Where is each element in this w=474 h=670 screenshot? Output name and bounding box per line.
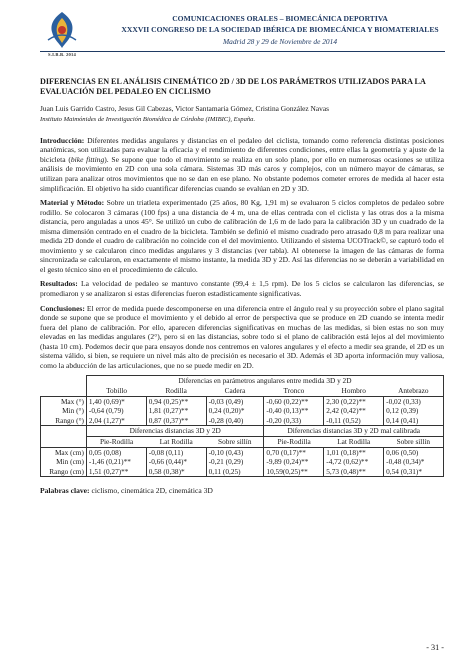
angles-col-header: Cadera: [206, 386, 264, 396]
table-cell: -0,28 (0,40): [206, 416, 264, 426]
table-cell: -0,66 (0,44)*: [146, 457, 206, 467]
intro-paragraph: [40, 136, 444, 193]
keywords-heading: Palabras clave:: [40, 486, 90, 496]
table-cell: 0,70 (0,17)**: [264, 447, 324, 457]
table-cell: 0,05 (0,08): [86, 447, 146, 457]
article-institution: Instituto Maimónides de Investigación Biomédica de Córdoba (IMIBIC), España.: [40, 115, 256, 123]
table-cell: -1,46 (0,21)**: [86, 457, 146, 467]
angles-col-header: Tronco: [264, 386, 324, 396]
angles-col-header: Hombro: [324, 386, 384, 396]
table-cell: 2,30 (0,22)**: [324, 396, 384, 406]
angles-col-header: Rodilla: [146, 386, 206, 396]
distances-column-header-row: [41, 436, 444, 447]
congress-logo-icon: [44, 10, 80, 50]
method-heading: Material y Método:: [40, 198, 105, 208]
dist-col-header: Sobre sillín: [384, 436, 444, 447]
table-cell: 0,87 (0,37)**: [146, 416, 206, 426]
angles-column-header-row: [41, 386, 444, 396]
header-rule: [40, 51, 445, 52]
row-label: Min (°): [41, 406, 87, 416]
header-line-1: COMUNICACIONES ORALES – BIOMECÁNICA DEPORTIVA: [172, 14, 388, 23]
table-cell: -0,03 (0,49): [206, 396, 264, 406]
table-cell: 2,42 (0,42)**: [324, 406, 384, 416]
distances-group-header: Diferencias distancias 3D y 2D: [86, 426, 264, 437]
table-cell: 1,51 (0,27)**: [86, 467, 146, 477]
row-label: Max (cm): [41, 447, 87, 457]
table-row: [41, 416, 444, 426]
table-cell: -0,64 (0,79): [86, 406, 146, 416]
row-label: Rango (cm): [41, 467, 87, 477]
table-cell: 1,81 (0,27)**: [146, 406, 206, 416]
angles-group-header: Diferencias en parámetros angulares entre medida 3D y 2D: [86, 376, 443, 386]
intro-heading: Introducción:: [40, 135, 85, 145]
table-cell: 0,54 (0,31)*: [384, 467, 444, 477]
table-cell: 2,04 (1,27)*: [86, 416, 146, 426]
intro-emphasis: bike fitting: [70, 154, 105, 164]
table-cell: -0,21 (0,29): [206, 457, 264, 467]
table-cell: -0,08 (0,11): [146, 447, 206, 457]
conclusions-paragraph: [40, 304, 444, 371]
table-cell: -4,72 (0,62)**: [324, 457, 384, 467]
angles-col-header: Antebrazo: [384, 386, 444, 396]
table-cell: 5,73 (0,48)**: [324, 467, 384, 477]
table-cell: 1,40 (0,69)*: [86, 396, 146, 406]
conclusions-heading: Conclusiones:: [40, 303, 85, 313]
method-paragraph: [40, 198, 444, 274]
table-row: [41, 396, 444, 406]
conclusions-text: El error de medida puede descomponerse en una diferencia entre el ángulo real y su proyección sobre el plano sagital donde se supone que se produce el movimiento y el debido al error de perspectiva que se produce en 2D cuando se intenta medir fuera del plano de calibración. Por ello, aparecen diferencias significativas en muchas de las medidas, si bien estas no son muy elevadas en las medidas angulares (2°), pero si en las distancias, sobre todo si el plano de calibración está lejos al del movimiento (hasta 10 cm). Podemos decir que para ensayos donde nos centremos en valores angulares y el efecto a medir sea grande, el 2D es un sistema válido, si bien, se requiere un nivel más alto de precisión es necesario el 3D. Además el 3D aporta información muy valiosa, como la abducción de las articulaciones, que no se puede medir en 2D.: [40, 303, 444, 370]
article-authors: Juan Luis Garrido Castro, Jesus Gil Cabezas, Victor Santamaria Gómez, Cristina González Navas: [40, 103, 330, 113]
table-cell: 10,59(0,25)**: [264, 467, 324, 477]
table-cell: -0,60 (0,22)**: [264, 396, 324, 406]
dist-col-header: Pie-Rodilla: [86, 436, 146, 447]
table-cell: -0,11 (0,52): [324, 416, 384, 426]
table-cell: 0,14 (0,41): [384, 416, 444, 426]
table-cell: -0,40 (0,13)**: [264, 406, 324, 416]
table-cell: -9,89 (0,24)**: [264, 457, 324, 467]
table-cell: 0,94 (0,25)**: [146, 396, 206, 406]
table-cell: 0,58 (0,38)*: [146, 467, 206, 477]
table-cell: -0,20 (0,33): [264, 416, 324, 426]
results-table: [40, 375, 444, 477]
article-body: [40, 77, 444, 495]
table-cell: 1,01 (0,18)**: [324, 447, 384, 457]
row-label: Max (°): [41, 396, 87, 406]
results-text: La velocidad de pedaleo se mantuvo constante (99,4 ± 1,5 rpm). De los 5 ciclos se calcularon las diferencias, se promediaron y se analizaron si estas diferencias fueron estadísticamente significativas.: [40, 279, 444, 299]
header-date: Madrid 28 y 29 de Noviembre de 2014: [222, 37, 338, 46]
dist-col-header: Sobre sillín: [206, 436, 264, 447]
table-cell: 0,24 (0,20)*: [206, 406, 264, 416]
article-title: DIFERENCIAS EN EL ANÁLISIS CINEMÁTICO 2D / 3D DE LOS PARÁMETROS UTILIZADOS PARA LA EVALUACIÓN DEL PEDALEO EN CICLISMO: [40, 77, 426, 97]
row-label: Rango (°): [41, 416, 87, 426]
dist-col-header: Lat Rodilla: [146, 436, 206, 447]
intro-text-1: Diferentes medidas angulares y distancias en el pedaleo del ciclista, tomando como referencia distintas posiciones anatómicas, son utilizadas para evaluar la eficacia y el rendimiento de diferentes condiciones, entre ellas la geometría y ajuste de la bicicleta (: [40, 135, 444, 164]
logo-caption: S.I.B.B. 2014: [47, 52, 76, 57]
dist-col-header: Pie-Rodilla: [264, 436, 324, 447]
header-line-2: XXXVII CONGRESO DE LA SOCIEDAD IBÉRICA DE BIOMECÁNICA Y BIOMATERIALES: [121, 25, 439, 34]
dist-col-header: Lat Rodilla: [324, 436, 384, 447]
table-cell: 0,11 (0,25): [206, 467, 264, 477]
table-cell: -0,02 (0,33): [384, 396, 444, 406]
keywords: [40, 486, 444, 495]
table-row: [41, 447, 444, 457]
table-row: [41, 457, 444, 467]
page-number: - 31 -: [426, 643, 444, 652]
table-cell: -0,48 (0,34)*: [384, 457, 444, 467]
method-text: Sobre un triatleta experimentado (25 años, 80 Kg, 1,91 m) se evaluaron 5 ciclos completos de pedaleo sobre rodillo. Se colocaron 3 cámaras (100 fps) a una distancia de 4 m, una de ellas centrada con el ciclista y las otras dos a la misma distancia, pero anguladas a unos 45°. Se utilizó un cubo de calibración de 1,6 m de lado para la calibración 3D y un cuadrado de la misma dimensión centrado en el cuadro de la bicicleta. También se definió el mismo cuadrado pero atrasado 0,8 m para realizar una medida 2D donde el cuadro de calibración no coincide con el del movimiento. Utilizando el sistema UCOTrack©, se capturó todo el movimiento y se calcularon cinco medidas angulares y 3 distancias (ver tabla). Al obtenerse la imagen de las cámaras de forma sincronizada se calcularon, en exactamente el mismo instante, la medida 3D y 2D. Así las diferencias no se deberán a variabilidad en el gesto técnico sino en el procedimiento de cálculo.: [40, 198, 444, 274]
row-label: Min (cm): [41, 457, 87, 467]
table-cell: -0,10 (0,43): [206, 447, 264, 457]
table-row: [41, 467, 444, 477]
table-row: [41, 406, 444, 416]
intro-text-2: ). Se supone que todo el movimiento se realiza en un solo plano, por ello en numerosas ocasiones se utiliza análisis de movimiento en 2D con una sola cámara. Sistemas 3D más caros y complejos, con un número mayor de cámaras, se utilizan para analizar otros movimientos que no se dan en ese plano. No obstante podemos cometer errores de medida al hacer esta simplificación. El objetivo ha sido cuantificar diferencias cuando se evalúan en 2D y 3D.: [40, 154, 444, 193]
keywords-text: ciclismo, cinemática 2D, cinemática 3D: [89, 486, 213, 496]
results-paragraph: [40, 279, 444, 298]
distances-miscal-group-header: Diferencias distancias 3D y 2D mal calibrada: [264, 426, 444, 437]
results-heading: Resultados:: [40, 279, 78, 289]
table-cell: 0,06 (0,50): [384, 447, 444, 457]
table-cell: 0,12 (0,39): [384, 406, 444, 416]
angles-col-header: Tobillo: [86, 386, 146, 396]
